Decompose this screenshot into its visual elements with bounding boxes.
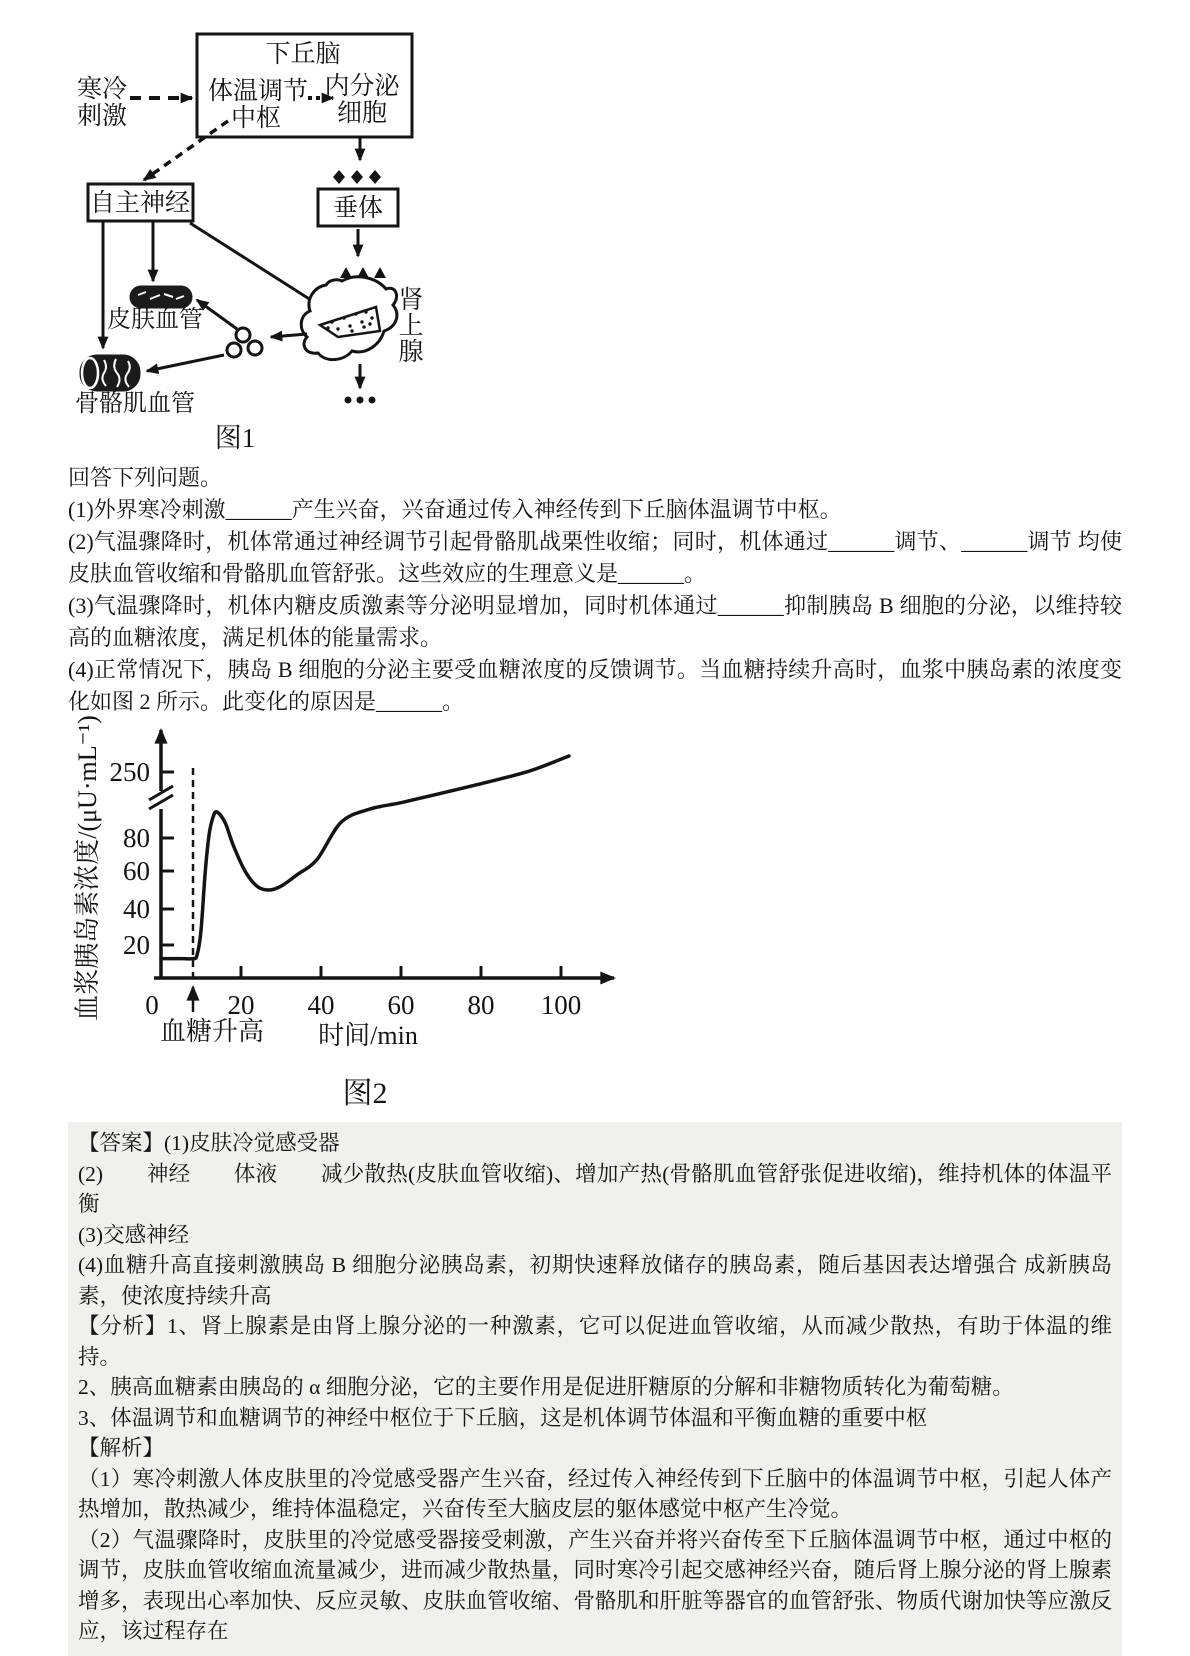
figure2-chart [70, 715, 630, 1065]
axis-ticks [110, 757, 582, 1020]
adrenal-label-line1: 肾 [398, 287, 424, 314]
answer-block [68, 1122, 1122, 1656]
hormone-to-skeletal-arrow [147, 355, 224, 371]
x-axis-label: 时间/min [318, 1021, 418, 1050]
endocrine-cell-label-line2: 细胞 [336, 100, 388, 127]
svg-text:20: 20 [227, 990, 255, 1020]
y-axis-label: 血浆胰岛素浓度/(μU·mL⁻¹) [73, 715, 102, 1021]
hormone-circles [227, 328, 262, 357]
svg-text:60: 60 [123, 856, 150, 886]
hormone-to-skin-arrow [197, 300, 237, 329]
question-3: (3)气温骤降时，机体内糖皮质激素等分泌明显增加，同时机体通过______抑制胰岛 B 细胞的分泌，以维持较高的血糖浓度，满足机体的能量需求。 [68, 593, 1122, 650]
skeletal-vessel-label: 骨骼肌血管 [75, 391, 195, 417]
skin-vessel-shape [130, 286, 192, 308]
question-4: (4)正常情况下，胰岛 B 细胞的分泌主要受血糖浓度的反馈调节。当血糖持续升高时，血浆中胰岛素的浓度变化如图 2 所示。此变化的原因是______。 [68, 657, 1122, 714]
adrenal-label-line3: 腺 [398, 339, 424, 366]
temp-center-label-line1: 体温调节 [207, 78, 309, 105]
analysis-line: 2、胰高血糖素由胰岛的 α 细胞分泌，它的主要作用是促进肝糖原的分解和非糖物质转化为葡萄糖。 [78, 1375, 1014, 1399]
insulin-curve [161, 756, 569, 959]
analysis-line: 3、体温调节和血糖调节的神经中枢位于下丘脑，这是机体调节体温和平衡血糖的重要中枢 [78, 1405, 928, 1430]
svg-text:40: 40 [123, 894, 150, 924]
question-2: (2)气温骤降时，机体常通过神经调节引起骨骼肌战栗性收缩；同时，机体通过______调节、______调节 均使皮肤血管收缩和骨骼肌血管舒张。这些效应的生理意义是______。 [68, 529, 1122, 586]
svg-text:80: 80 [467, 990, 495, 1020]
cold-stimulus-label-line1: 寒冷 [76, 76, 128, 103]
svg-text:100: 100 [540, 990, 582, 1020]
hormone-diamonds [333, 170, 381, 184]
svg-text:0: 0 [145, 990, 159, 1020]
hypothalamus-label: 下丘脑 [265, 41, 341, 68]
svg-text:80: 80 [123, 823, 150, 853]
answer-line: (3)交感神经 [78, 1222, 190, 1247]
adrenal-gland-shape [301, 277, 397, 360]
explanation-header: 【解析】 [78, 1436, 165, 1460]
figure1-caption: 图1 [214, 423, 256, 453]
center-to-autonomic-dashed-arrow [144, 121, 228, 180]
ellipsis-dots [345, 397, 376, 404]
svg-text:20: 20 [123, 930, 150, 960]
figure2-caption: 图2 [342, 1077, 388, 1110]
answer-line: 【答案】(1)皮肤冷觉感受器 [78, 1131, 340, 1155]
temp-center-label-line2: 中枢 [230, 105, 282, 132]
cold-stimulus-label-line2: 刺激 [76, 103, 128, 130]
svg-text:250: 250 [109, 757, 150, 787]
autonomic-nerve-label: 自主神经 [89, 190, 191, 217]
answer-line: (4)血糖升高直接刺激胰岛 B 细胞分泌胰岛素，初期快速释放储存的胰岛素，随后基因表达增强合 成新胰岛素，使浓度持续升高 [78, 1253, 1112, 1308]
answer-line: (2) 神经 体液 减少散热(皮肤血管收缩)、增加产热(骨骼肌血管舒张促进收缩)，维持机体的体温平衡 [78, 1161, 1112, 1216]
explanation-line: （1）寒冷刺激人体皮肤里的冷觉感受器产生兴奋，经过传入神经传到下丘脑中的体温调节中枢，引起人体产热增加，散热减少，维持体温稳定，兴奋传至大脑皮层的躯体感觉中枢产生冷觉。 [78, 1466, 1112, 1521]
adrenal-to-hormone-arrow [271, 334, 307, 337]
skin-vessel-label: 皮肤血管 [107, 307, 203, 333]
analysis-line: 【分析】1、肾上腺素是由肾上腺分泌的一种激素，它可以促进血管收缩，从而减少散热，有助于体温的维持。 [78, 1314, 1112, 1369]
question-intro: 回答下列问题。 [68, 465, 223, 490]
skeletal-vessel-shape [80, 355, 140, 391]
question-1: (1)外界寒冷刺激______产生兴奋，兴奋通过传入神经传到下丘脑体温调节中枢。 [68, 497, 842, 522]
event-label: 血糖升高 [159, 1017, 265, 1046]
pituitary-label: 垂体 [332, 195, 384, 222]
svg-text:60: 60 [387, 990, 415, 1020]
adrenal-label-line2: 上 [398, 313, 424, 340]
explanation-line: （2）气温骤降时，皮肤里的冷觉感受器接受刺激，产生兴奋并将兴奋传至下丘脑体温调节中枢，通过中枢的调节，皮肤血管收缩血流量减少，进而减少散热量，同时寒冷引起交感神经兴奋，随后肾上腺分泌的肾上腺素增多，表现出心率加快、反应灵敏、皮肤血管收缩、骨骼肌和肝脏等器官的血管舒张、物质代谢加快等应激反应，该过程存在 [78, 1527, 1112, 1643]
svg-text:40: 40 [307, 990, 335, 1020]
question-block [68, 462, 1122, 718]
figure1-diagram [65, 20, 525, 460]
endocrine-cell-label-line1: 内分泌 [324, 73, 400, 100]
